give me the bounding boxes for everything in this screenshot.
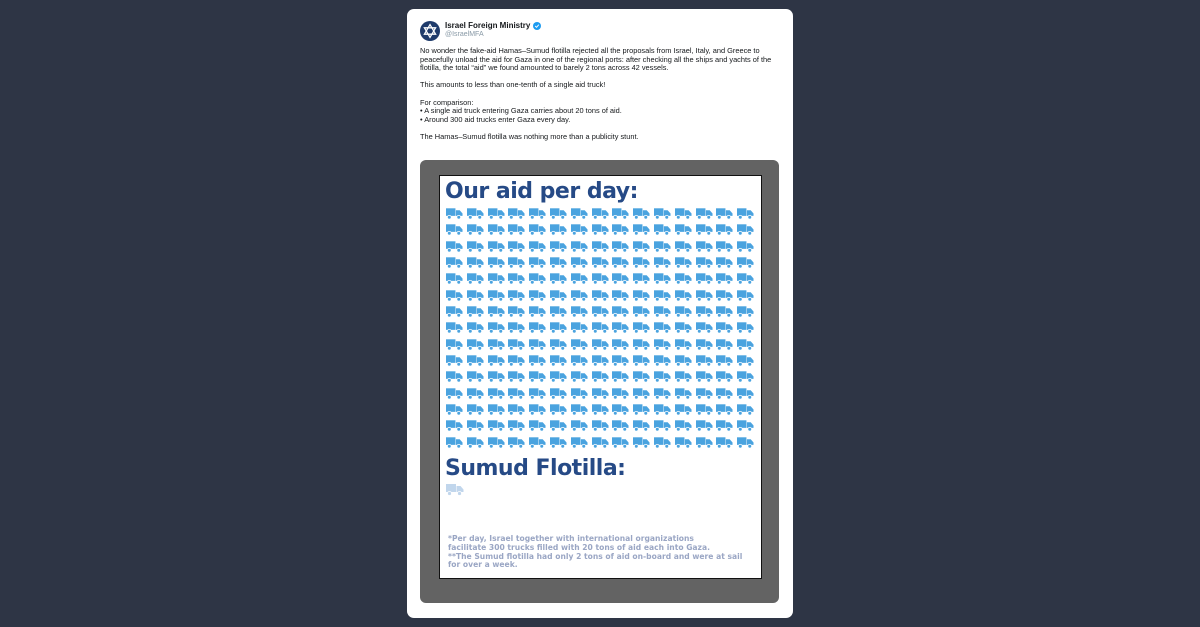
truck-icon <box>696 289 713 302</box>
author-handle[interactable]: @IsraelMFA <box>445 31 484 38</box>
truck-icon <box>467 240 484 253</box>
truck-icon <box>737 419 754 432</box>
tweet-bullet: • A single aid truck entering Gaza carries about 20 tons of aid. <box>420 106 622 116</box>
truck-icon <box>467 354 484 367</box>
truck-icon <box>612 338 629 351</box>
truck-icon <box>550 321 567 334</box>
truck-icon <box>550 354 567 367</box>
truck-icon <box>716 256 733 269</box>
truck-icon <box>592 272 609 285</box>
truck-icon <box>467 387 484 400</box>
truck-icon <box>571 207 588 220</box>
truck-icon <box>716 370 733 383</box>
truck-icon <box>508 305 525 318</box>
truck-icon <box>654 223 671 236</box>
truck-icon <box>529 338 546 351</box>
truck-icon <box>716 305 733 318</box>
truck-icon <box>529 223 546 236</box>
footnote-line: for over a week. <box>448 560 518 570</box>
avatar[interactable] <box>420 21 440 41</box>
truck-icon <box>612 403 629 416</box>
truck-icon <box>633 240 650 253</box>
truck-icon <box>612 223 629 236</box>
truck-icon <box>446 272 463 285</box>
truck-icon <box>467 256 484 269</box>
truck-icon <box>675 403 692 416</box>
truck-icon <box>529 387 546 400</box>
truck-icon <box>696 207 713 220</box>
truck-icon <box>550 338 567 351</box>
truck-icon <box>737 403 754 416</box>
truck-icon <box>488 354 505 367</box>
truck-icon <box>467 223 484 236</box>
truck-icon <box>737 256 754 269</box>
truck-icon <box>571 403 588 416</box>
truck-icon <box>446 240 463 253</box>
tweet-media[interactable] <box>420 160 779 603</box>
truck-icon <box>550 370 567 383</box>
tweet-paragraph: No wonder the fake-aid Hamas–Sumud flotilla rejected all the proposals from Israel, Italy, and Greece to peacefully unload the aid for Gaza in one of the regional ports: after checking all the ships and yachts of the flotilla, the total “aid” we found amounted to barely 2 tons across 42 vessels. <box>420 46 772 73</box>
truck-icon <box>675 354 692 367</box>
truck-icon <box>633 223 650 236</box>
truck-icon <box>550 223 567 236</box>
truck-icon <box>675 207 692 220</box>
truck-icon <box>529 403 546 416</box>
truck-icon <box>571 436 588 449</box>
truck-icon <box>654 289 671 302</box>
truck-icon <box>488 305 505 318</box>
truck-icon <box>529 207 546 220</box>
truck-icon <box>508 321 525 334</box>
truck-icon <box>529 321 546 334</box>
truck-icon <box>696 272 713 285</box>
truck-icon <box>508 338 525 351</box>
truck-icon <box>446 403 463 416</box>
poster-footnote <box>448 535 748 570</box>
truck-icon <box>612 354 629 367</box>
truck-icon <box>654 272 671 285</box>
truck-icon <box>571 387 588 400</box>
truck-icon <box>467 321 484 334</box>
truck-grid <box>446 207 758 452</box>
truck-icon <box>508 370 525 383</box>
truck-icon <box>696 387 713 400</box>
truck-icon <box>633 436 650 449</box>
truck-icon <box>675 272 692 285</box>
truck-icon <box>508 436 525 449</box>
truck-icon <box>467 419 484 432</box>
truck-icon <box>508 387 525 400</box>
truck-icon <box>675 338 692 351</box>
truck-icon <box>737 436 754 449</box>
truck-icon <box>508 223 525 236</box>
truck-icon <box>737 240 754 253</box>
truck-icon <box>654 436 671 449</box>
truck-icon <box>508 419 525 432</box>
truck-icon <box>529 272 546 285</box>
tweet-card <box>407 9 793 618</box>
truck-icon <box>716 387 733 400</box>
poster-heading-ours: Our aid per day: <box>445 179 638 204</box>
truck-icon <box>633 387 650 400</box>
truck-icon <box>467 370 484 383</box>
truck-icon <box>737 338 754 351</box>
footnote-line: facilitate 300 trucks filled with 20 tons of aid each into Gaza. <box>448 542 710 552</box>
truck-icon <box>654 387 671 400</box>
truck-icon <box>488 207 505 220</box>
truck-icon <box>488 321 505 334</box>
truck-icon <box>612 256 629 269</box>
truck-icon <box>550 305 567 318</box>
tweet-bullet: • Around 300 aid trucks enter Gaza every day. <box>420 114 571 124</box>
truck-icon <box>550 256 567 269</box>
truck-icon <box>467 289 484 302</box>
truck-icon <box>654 321 671 334</box>
truck-icon <box>633 338 650 351</box>
truck-icon <box>716 289 733 302</box>
truck-icon <box>488 289 505 302</box>
truck-icon <box>550 272 567 285</box>
verified-badge-icon <box>533 22 541 30</box>
truck-icon <box>696 305 713 318</box>
truck-icon <box>716 223 733 236</box>
truck-icon <box>696 419 713 432</box>
truck-icon <box>446 370 463 383</box>
truck-icon <box>571 223 588 236</box>
tweet-paragraph: For comparison: <box>420 97 474 107</box>
footnote-line: *Per day, Israel together with international organizations <box>448 534 694 543</box>
truck-icon <box>633 321 650 334</box>
truck-icon <box>716 272 733 285</box>
truck-icon <box>633 207 650 220</box>
truck-icon <box>696 240 713 253</box>
truck-icon <box>488 370 505 383</box>
truck-icon <box>592 403 609 416</box>
truck-icon <box>633 419 650 432</box>
tweet-paragraph: The Hamas–Sumud flotilla was nothing more than a publicity stunt. <box>420 131 639 141</box>
truck-icon <box>488 403 505 416</box>
truck-icon <box>633 305 650 318</box>
truck-icon <box>737 354 754 367</box>
truck-icon <box>675 289 692 302</box>
truck-icon <box>633 256 650 269</box>
truck-icon <box>571 240 588 253</box>
truck-icon <box>467 436 484 449</box>
truck-icon <box>529 419 546 432</box>
truck-icon <box>508 207 525 220</box>
truck-icon <box>592 256 609 269</box>
truck-icon <box>488 338 505 351</box>
truck-icon <box>529 305 546 318</box>
tweet-paragraph: This amounts to less than one-tenth of a single aid truck! <box>420 80 606 90</box>
truck-icon <box>508 354 525 367</box>
truck-icon <box>571 305 588 318</box>
truck-icon <box>633 403 650 416</box>
truck-icon <box>488 272 505 285</box>
truck-icon <box>446 305 463 318</box>
truck-icon <box>592 321 609 334</box>
truck-icon <box>571 419 588 432</box>
infographic-image <box>439 175 762 579</box>
truck-icon <box>675 256 692 269</box>
truck-icon <box>592 338 609 351</box>
truck-icon <box>529 354 546 367</box>
truck-icon <box>467 272 484 285</box>
truck-icon <box>612 305 629 318</box>
truck-icon <box>446 419 463 432</box>
truck-icon <box>446 338 463 351</box>
truck-icon <box>592 240 609 253</box>
author-name[interactable]: Israel Foreign Ministry <box>445 21 531 30</box>
truck-icon <box>737 305 754 318</box>
truck-icon <box>592 419 609 432</box>
truck-icon <box>550 289 567 302</box>
truck-icon <box>675 223 692 236</box>
truck-icon <box>654 338 671 351</box>
truck-icon <box>716 419 733 432</box>
truck-icon <box>571 321 588 334</box>
truck-icon <box>550 436 567 449</box>
truck-icon <box>571 272 588 285</box>
truck-icon <box>654 240 671 253</box>
truck-icon <box>592 387 609 400</box>
truck-icon <box>488 436 505 449</box>
truck-icon <box>696 338 713 351</box>
truck-icon <box>612 321 629 334</box>
truck-icon <box>737 321 754 334</box>
truck-icon <box>446 387 463 400</box>
truck-icon <box>446 256 463 269</box>
truck-icon <box>737 387 754 400</box>
poster-heading-flotilla: Sumud Flotilla: <box>445 456 626 481</box>
truck-icon <box>716 436 733 449</box>
truck-icon <box>654 207 671 220</box>
truck-icon <box>633 370 650 383</box>
truck-icon <box>467 403 484 416</box>
truck-icon <box>696 321 713 334</box>
truck-icon <box>654 305 671 318</box>
truck-icon <box>592 354 609 367</box>
truck-icon <box>529 436 546 449</box>
truck-icon <box>612 207 629 220</box>
truck-icon <box>675 387 692 400</box>
truck-icon <box>550 403 567 416</box>
truck-icon <box>446 289 463 302</box>
truck-icon <box>612 419 629 432</box>
truck-icon <box>654 419 671 432</box>
truck-icon <box>696 403 713 416</box>
truck-icon <box>737 207 754 220</box>
author-name-row[interactable] <box>445 21 541 30</box>
truck-icon <box>675 370 692 383</box>
truck-icon <box>571 338 588 351</box>
truck-icon <box>446 483 464 496</box>
truck-icon <box>675 305 692 318</box>
truck-icon <box>654 354 671 367</box>
truck-icon <box>716 321 733 334</box>
truck-icon <box>571 289 588 302</box>
truck-icon <box>592 305 609 318</box>
truck-icon <box>592 223 609 236</box>
truck-icon <box>592 207 609 220</box>
truck-icon <box>633 354 650 367</box>
truck-icon <box>467 305 484 318</box>
truck-icon <box>696 223 713 236</box>
truck-icon <box>654 403 671 416</box>
truck-icon <box>446 354 463 367</box>
truck-icon <box>571 256 588 269</box>
truck-icon <box>550 207 567 220</box>
truck-icon <box>612 289 629 302</box>
truck-icon <box>446 223 463 236</box>
truck-icon <box>508 240 525 253</box>
truck-icon <box>488 256 505 269</box>
truck-icon <box>508 403 525 416</box>
tweet-text <box>420 47 782 142</box>
truck-icon <box>612 240 629 253</box>
truck-icon <box>592 370 609 383</box>
truck-icon <box>654 256 671 269</box>
truck-icon <box>612 387 629 400</box>
truck-icon <box>716 403 733 416</box>
truck-icon <box>696 354 713 367</box>
truck-icon <box>696 370 713 383</box>
truck-icon <box>675 321 692 334</box>
truck-icon <box>446 207 463 220</box>
truck-icon <box>446 436 463 449</box>
truck-icon <box>675 436 692 449</box>
truck-icon <box>467 338 484 351</box>
truck-icon <box>737 370 754 383</box>
truck-icon <box>737 223 754 236</box>
truck-icon <box>654 370 671 383</box>
truck-icon <box>550 240 567 253</box>
footnote-line: **The Sumud flotilla had only 2 tons of aid on-board and were at sail <box>448 551 743 561</box>
truck-icon <box>488 419 505 432</box>
truck-icon <box>488 240 505 253</box>
truck-icon <box>716 207 733 220</box>
truck-icon <box>446 321 463 334</box>
truck-icon <box>488 387 505 400</box>
truck-icon <box>529 370 546 383</box>
truck-icon <box>592 289 609 302</box>
truck-icon <box>550 387 567 400</box>
truck-icon <box>550 419 567 432</box>
truck-icon <box>529 240 546 253</box>
star-of-david-icon <box>422 23 438 39</box>
truck-icon <box>508 289 525 302</box>
truck-icon <box>508 272 525 285</box>
truck-icon <box>675 240 692 253</box>
truck-icon <box>612 436 629 449</box>
truck-icon <box>716 240 733 253</box>
truck-icon <box>592 436 609 449</box>
truck-icon <box>737 289 754 302</box>
truck-icon <box>633 289 650 302</box>
truck-icon <box>529 256 546 269</box>
truck-icon <box>716 354 733 367</box>
truck-icon <box>633 272 650 285</box>
truck-icon <box>571 370 588 383</box>
truck-icon <box>571 354 588 367</box>
truck-icon <box>529 289 546 302</box>
truck-icon <box>675 419 692 432</box>
truck-icon <box>696 256 713 269</box>
truck-icon <box>508 256 525 269</box>
truck-icon <box>737 272 754 285</box>
truck-icon <box>612 272 629 285</box>
truck-icon <box>716 338 733 351</box>
truck-icon <box>488 223 505 236</box>
truck-icon <box>612 370 629 383</box>
truck-icon <box>696 436 713 449</box>
truck-icon <box>467 207 484 220</box>
